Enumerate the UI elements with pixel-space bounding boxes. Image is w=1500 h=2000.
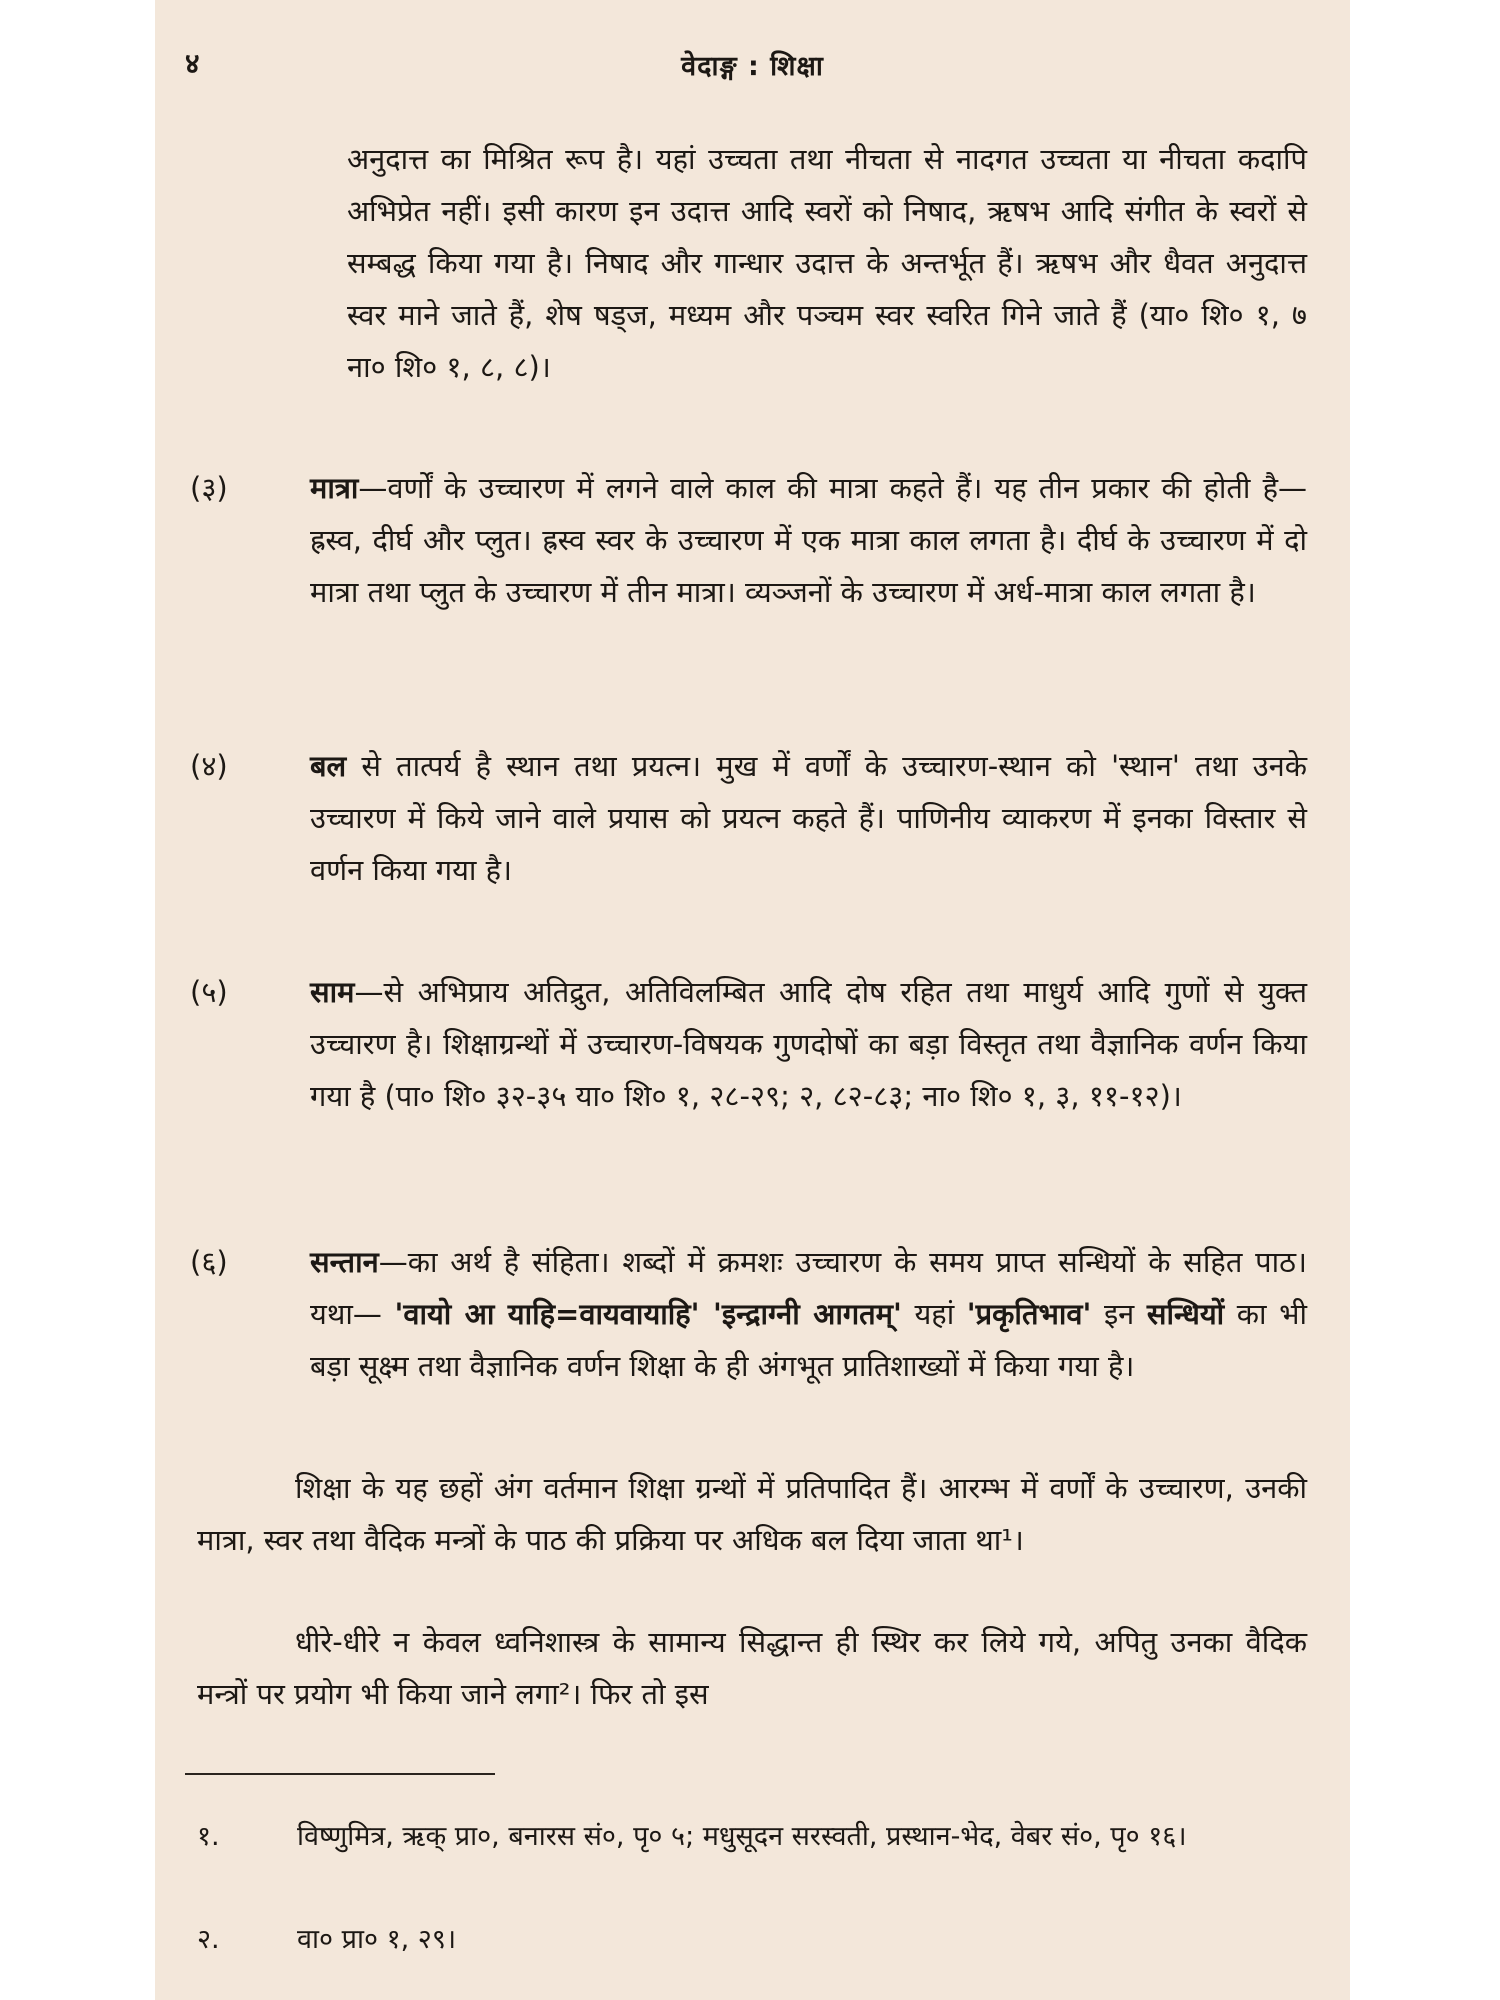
- item-body: [190, 1236, 1307, 1392]
- continuation-paragraph: अनुदात्त का मिश्रित रूप है। यहां उच्चता तथा नीचता से नादगत उच्चता या नीचता कदापि अभिप्रेत नहीं। इसी कारण इन उदात्त आदि स्वरों को निषाद, ऋषभ आदि संगीत के स्वरों से सम्बद्ध किया गया है। निषाद और गान्धार उदात्त के अन्तर्भूत हैं। ऋषभ और धैवत अनुदात्त स्वर माने जाते हैं, शेष षड्ज, मध्यम और पञ्चम स्वर स्वरित गिने जाते हैं (या० शि० १, ७ ना० शि० १, ८, ८)।: [347, 142, 1307, 384]
- example-sandhi: 'वायो आ याहि=वायवायाहि' 'इन्द्राग्नी आगतम्': [394, 1297, 902, 1331]
- footnote: [197, 1812, 1307, 1862]
- item-body: [190, 966, 1307, 1122]
- list-item: [190, 966, 1307, 1122]
- item-body: [190, 740, 1307, 896]
- item-body: [190, 462, 1307, 618]
- footnote: [197, 1915, 1307, 1965]
- footnote-text: वा० प्रा० १, २९।: [297, 1924, 457, 1955]
- list-item: [190, 462, 1307, 618]
- item-text: —से अभिप्राय अतिद्रुत, अतिविलम्बित आदि दोष रहित तथा माधुर्य आदि गुणों से युक्त उच्चारण है। शिक्षाग्रन्थों में उच्चारण-विषयक गुणदोषों का बड़ा विस्तृत तथा वैज्ञानिक वर्णन किया गया है (पा० शि० ३२-३५ या० शि० १, २८-२९; २, ८२-८३; ना० शि० १, ३, ११-१२)।: [310, 975, 1307, 1113]
- footnote-number: १.: [197, 1821, 220, 1852]
- footnote-text: विष्णुमित्र, ऋक् प्रा०, बनारस सं०, पृ० ५; मधुसूदन सरस्वती, प्रस्थान-भेद, वेबर सं०, पृ० १६।: [297, 1821, 1187, 1852]
- term-prakritibhava: 'प्रकृतिभाव': [966, 1297, 1092, 1331]
- body-paragraph: धीरे-धीरे न केवल ध्वनिशास्त्र के सामान्य सिद्धान्त ही स्थिर कर लिये गये, अपितु उनका वैदिक मन्त्रों पर प्रयोग भी किया जाने लगा²। फिर तो इस: [197, 1625, 1307, 1711]
- body-paragraph: शिक्षा के यह छहों अंग वर्तमान शिक्षा ग्रन्थों में प्रतिपादित हैं। आरम्भ में वर्णों के उच्चारण, उनकी मात्रा, स्वर तथा वैदिक मन्त्रों के पाठ की प्रक्रिया पर अधिक बल दिया जाता था¹।: [197, 1471, 1307, 1557]
- footnote-divider: [185, 1773, 495, 1775]
- item-text: का भी बड़ा सूक्ष्म तथा वैज्ञानिक वर्णन शिक्षा के ही अंगभूत प्रातिशाख्यों में किया गया है।: [310, 1297, 1307, 1383]
- running-title: वेदाङ्ग : शिक्षा: [681, 51, 824, 82]
- footnote-number: २.: [197, 1924, 220, 1955]
- list-item: [190, 1236, 1307, 1392]
- term-sandhiyon: सन्धियों: [1146, 1297, 1225, 1331]
- item-heading: मात्रा: [310, 471, 359, 505]
- item-text: यहां: [901, 1297, 967, 1331]
- item-text: —वर्णों के उच्चारण में लगने वाले काल की मात्रा कहते हैं। यह तीन प्रकार की होती है—ह्रस्व, दीर्घ और प्लुत। ह्रस्व स्वर के उच्चारण में एक मात्रा काल लगता है। दीर्घ के उच्चारण में दो मात्रा तथा प्लुत के उच्चारण में तीन मात्रा। व्यञ्जनों के उच्चारण में अर्ध-मात्रा काल लगता है।: [310, 471, 1307, 609]
- item-number: (३): [190, 471, 228, 505]
- item-number: (६): [190, 1245, 228, 1279]
- item-heading: सन्तान: [310, 1245, 379, 1279]
- item-heading: बल: [310, 749, 347, 783]
- item-heading: साम: [310, 975, 355, 1009]
- item-text: —का अर्थ है संहिता। शब्दों में क्रमशः उच्चारण के समय प्राप्त सन्धियों के सहित पाठ। यथा—: [310, 1245, 1307, 1331]
- item-number: (५): [190, 975, 228, 1009]
- item-text: इन: [1091, 1297, 1147, 1331]
- item-text: से तात्पर्य है स्थान तथा प्रयत्न। मुख में वर्णों के उच्चारण-स्थान को 'स्थान' तथा उनके उच्चारण में किये जाने वाले प्रयास को प्रयत्न कहते हैं। पाणिनीय व्याकरण में इनका विस्तार से वर्णन किया गया है।: [310, 749, 1307, 887]
- page-number: ४: [185, 47, 200, 80]
- list-item: [190, 740, 1307, 896]
- item-number: (४): [190, 749, 228, 783]
- book-page: [155, 0, 1350, 2000]
